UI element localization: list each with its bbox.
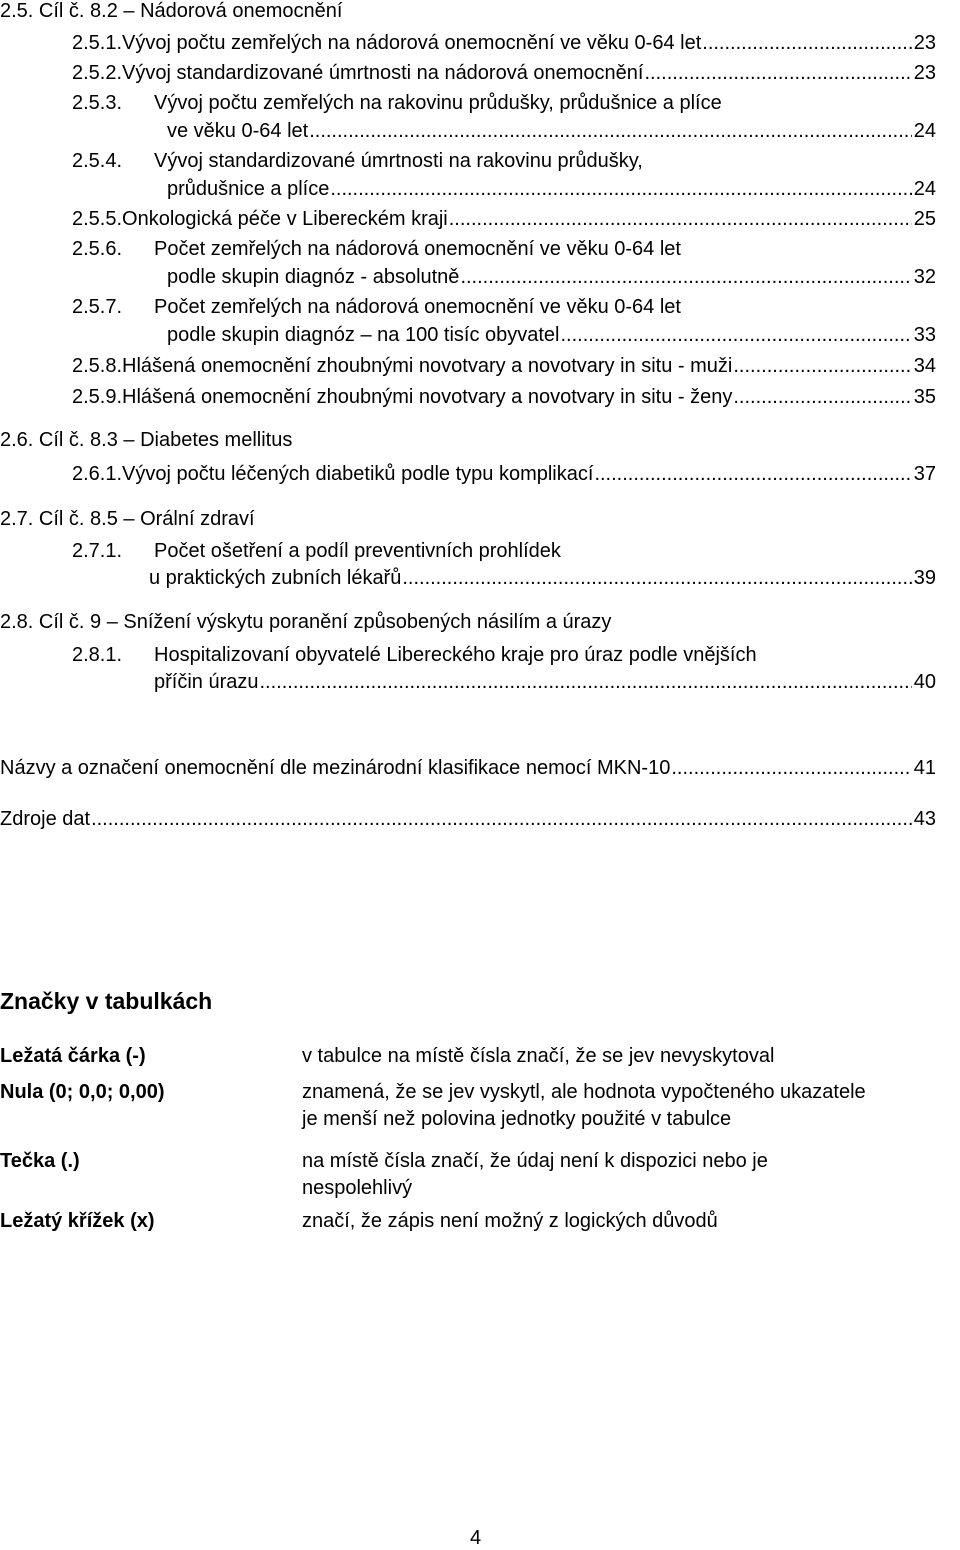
toc-entry-text[interactable]: Vývoj počtu zemřelých na rakovinu průdušky, průdušnice a plíce [154, 92, 722, 114]
toc-entry[interactable] [167, 174, 936, 204]
toc-entry-page: 23 [913, 32, 936, 54]
toc-entry-page: 34 [913, 355, 936, 377]
symbol-key: Ležatý křížek (x) [0, 1210, 155, 1232]
toc-leader-dots [402, 563, 911, 593]
symbol-key: Ležatá čárka (-) [0, 1045, 146, 1067]
symbol-description-line: značí, že zápis není možný z logických důvodů [302, 1210, 718, 1232]
toc-entry-number: 2.5.6. [72, 238, 123, 260]
toc-entry[interactable] [72, 382, 936, 412]
toc-entry-number: 2.7.1. [72, 540, 123, 562]
symbol-description-line: na místě čísla značí, že údaj není k dispozici nebo je [302, 1150, 768, 1172]
toc-section-heading[interactable]: 2.5. Cíl č. 8.2 – Nádorová onemocnění [0, 0, 343, 22]
toc-entry[interactable] [0, 753, 936, 783]
toc-leader-dots [330, 174, 911, 204]
toc-entry-page: 25 [913, 208, 936, 230]
toc-entry[interactable] [149, 563, 936, 593]
toc-leader-dots [702, 28, 911, 58]
toc-entry-page: 35 [913, 386, 936, 408]
toc-entry-number: 2.6.1. [72, 463, 123, 485]
toc-entry-text: Vývoj standardizované úmrtnosti na nádorová onemocnění [122, 62, 644, 84]
toc-entry-page: 40 [913, 671, 936, 693]
toc-leader-dots [460, 262, 911, 292]
toc-entry-page: 37 [913, 463, 936, 485]
toc-leader-dots [733, 351, 911, 381]
toc-section-heading[interactable]: 2.6. Cíl č. 8.3 – Diabetes mellitus [0, 429, 293, 451]
symbol-description-line: je menší než polovina jednotky použité v tabulce [302, 1108, 732, 1130]
toc-entry-text[interactable]: Počet zemřelých na nádorová onemocnění ve věku 0-64 let [154, 296, 681, 318]
toc-entry-text: Vývoj počtu léčených diabetiků podle typu komplikací [122, 463, 594, 485]
toc-section-heading[interactable]: 2.8. Cíl č. 9 – Snížení výskytu poranění způsobených násilím a úrazy [0, 611, 612, 633]
toc-leader-dots [733, 382, 911, 412]
toc-entry-page: 24 [913, 178, 936, 200]
toc-entry-text-continued: průdušnice a plíce [167, 178, 330, 200]
symbol-key: Nula (0; 0,0; 0,00) [0, 1081, 165, 1103]
toc-entry-page: 41 [913, 757, 936, 779]
toc-entry-text-continued: u praktických zubních lékařů [149, 567, 402, 589]
toc-entry-text: Onkologická péče v Libereckém kraji [122, 208, 448, 230]
symbol-description-line: nespolehlivý [302, 1177, 413, 1199]
toc-entry-text-continued: podle skupin diagnóz - absolutně [167, 266, 460, 288]
toc-section-heading[interactable]: 2.7. Cíl č. 8.5 – Orální zdraví [0, 508, 255, 530]
symbol-description [302, 1208, 960, 1235]
toc-entry[interactable] [72, 28, 936, 58]
toc-entry-number: 2.5.5. [72, 208, 123, 230]
toc-entry-text[interactable]: Počet zemřelých na nádorová onemocnění ve věku 0-64 let [154, 238, 681, 260]
toc-leader-dots [91, 804, 912, 834]
toc-entry-text: Zdroje dat [0, 808, 91, 830]
toc-entry-number: 2.5.8. [72, 355, 123, 377]
toc-entry-number: 2.5.7. [72, 296, 123, 318]
symbol-description-line: v tabulce na místě čísla značí, že se jev nevyskytoval [302, 1045, 775, 1067]
toc-entry-page: 33 [913, 324, 936, 346]
toc-entry[interactable] [72, 351, 936, 381]
toc-entry-text: Vývoj počtu zemřelých na nádorová onemocnění ve věku 0-64 let [122, 32, 702, 54]
symbol-key: Tečka (.) [0, 1150, 80, 1172]
toc-entry-number: 2.5.2. [72, 62, 123, 84]
toc-leader-dots [561, 320, 912, 350]
toc-entry[interactable] [167, 320, 936, 350]
toc-leader-dots [594, 459, 911, 489]
toc-entry-page: 24 [913, 120, 936, 142]
toc-leader-dots [260, 667, 912, 697]
toc-entry[interactable] [154, 667, 936, 697]
toc-entry-text-continued: ve věku 0-64 let [167, 120, 309, 142]
toc-entry-page: 32 [913, 266, 936, 288]
symbols-title: Značky v tabulkách [0, 988, 213, 1014]
toc-entry-number: 2.5.4. [72, 150, 123, 172]
toc-entry[interactable] [167, 116, 936, 146]
toc-entry[interactable] [0, 804, 936, 834]
toc-entry-text[interactable]: Počet ošetření a podíl preventivních prohlídek [154, 540, 561, 562]
toc-entry-text[interactable]: Vývoj standardizované úmrtnosti na rakovinu průdušky, [154, 150, 643, 172]
toc-entry-number: 2.5.3. [72, 92, 123, 114]
toc-entry-page: 23 [913, 62, 936, 84]
toc-entry[interactable] [72, 204, 936, 234]
toc-entry-page: 39 [913, 567, 936, 589]
toc-entry[interactable] [72, 459, 936, 489]
toc-entry-number: 2.5.9. [72, 386, 123, 408]
toc-entry[interactable] [72, 58, 936, 88]
page-number: 4 [470, 1527, 482, 1549]
symbol-description [302, 1079, 960, 1133]
symbol-description-line: znamená, že se jev vyskytl, ale hodnota vypočteného ukazatele [302, 1081, 866, 1103]
toc-leader-dots [309, 116, 912, 146]
symbol-description [302, 1043, 960, 1070]
toc-leader-dots [449, 204, 912, 234]
toc-entry-text-continued: podle skupin diagnóz – na 100 tisíc obyvatel [167, 324, 560, 346]
toc-entry-page: 43 [913, 808, 936, 830]
toc-entry-text: Názvy a označení onemocnění dle mezinárodní klasifikace nemocí MKN-10 [0, 757, 671, 779]
toc-entry-number: 2.8.1. [72, 644, 123, 666]
symbol-description [302, 1148, 960, 1202]
toc-entry-number: 2.5.1. [72, 32, 123, 54]
toc-entry[interactable] [167, 262, 936, 292]
toc-entry-text[interactable]: Hospitalizovaní obyvatelé Libereckého kraje pro úraz podle vnějších [154, 644, 757, 666]
toc-entry-text-continued: příčin úrazu [154, 671, 259, 693]
toc-entry-text: Hlášená onemocnění zhoubnými novotvary a novotvary in situ - ženy [122, 386, 733, 408]
toc-leader-dots [644, 58, 911, 88]
toc-leader-dots [671, 753, 911, 783]
toc-entry-text: Hlášená onemocnění zhoubnými novotvary a novotvary in situ - muži [122, 355, 733, 377]
